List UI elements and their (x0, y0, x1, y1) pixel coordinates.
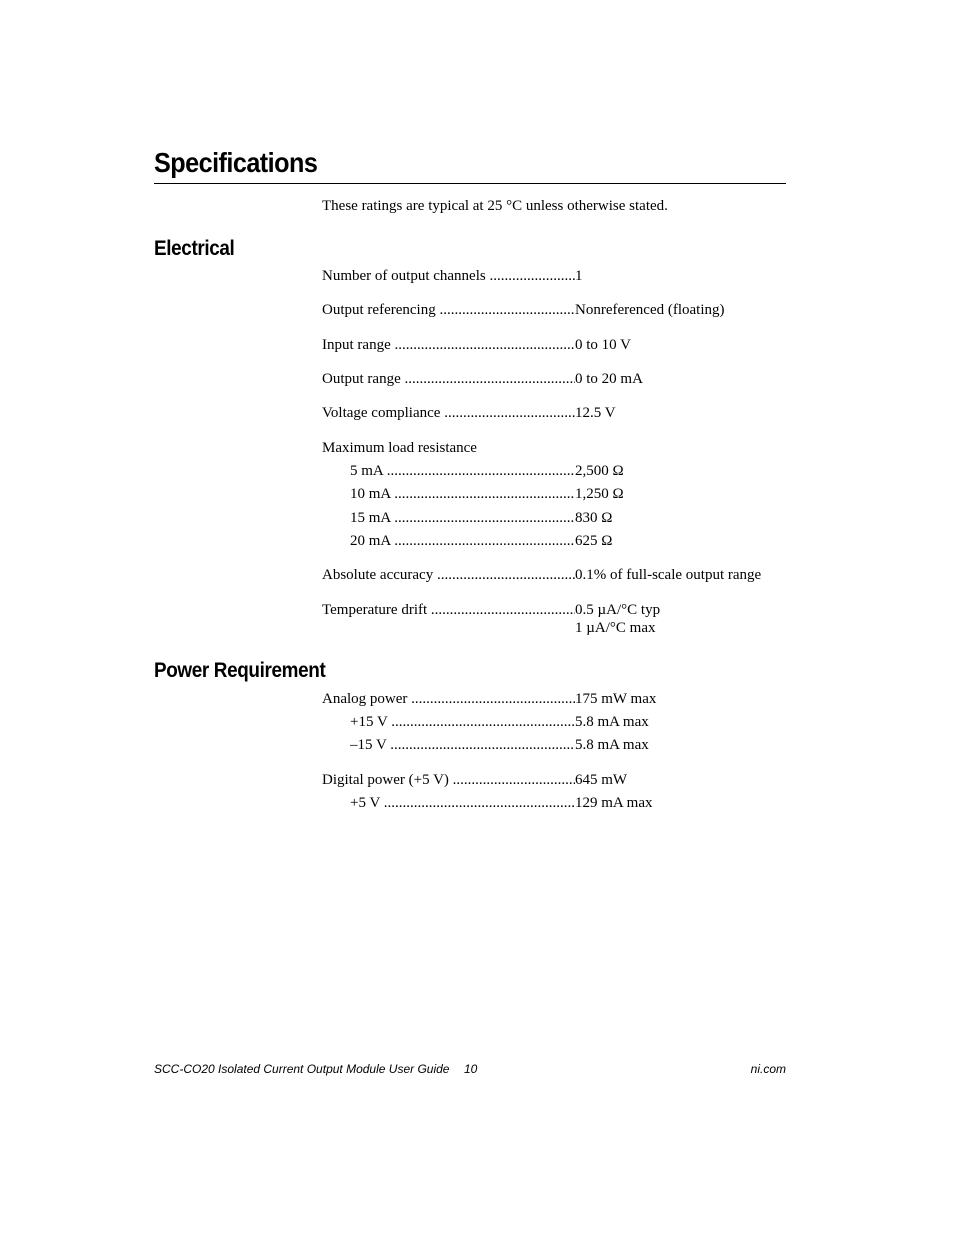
spec-value: 12.5 V (575, 405, 616, 421)
spec-temperature-drift (322, 601, 786, 636)
spec-load-10ma (350, 485, 786, 503)
spec-output-channels (322, 267, 786, 285)
spec-load-20ma (350, 532, 786, 550)
section-heading-power: Power Requirement (154, 659, 326, 682)
spec-value: 1 (575, 268, 583, 284)
footer-guide-title: SCC-CO20 Isolated Current Output Module User Guide (154, 1062, 450, 1076)
spec-label: Output range ..... (322, 370, 575, 388)
spec-analog-plus15v (350, 713, 786, 731)
spec-value: 129 mA max (575, 795, 653, 811)
spec-input-range (322, 336, 786, 354)
spec-label: Input range ..... (322, 336, 575, 354)
spec-digital-plus5v (350, 794, 786, 812)
spec-value-secondary: 1 µA/°C max (575, 620, 656, 636)
spec-value: 2,500 Ω (575, 463, 624, 479)
spec-label: 20 mA ..... (350, 532, 575, 550)
spec-label: Temperature drift ..... (322, 601, 575, 619)
spec-value: 1,250 Ω (575, 486, 624, 502)
spec-value: 830 Ω (575, 510, 613, 526)
spec-label: +5 V ..... (350, 794, 575, 812)
spec-label: +15 V ..... (350, 713, 575, 731)
spec-value: Nonreferenced (floating) (575, 302, 725, 318)
spec-label: 15 mA ..... (350, 509, 575, 527)
intro-text: These ratings are typical at 25 °C unless otherwise stated. (322, 198, 668, 214)
spec-output-referencing (322, 301, 786, 319)
spec-label: Voltage compliance ..... (322, 404, 575, 422)
spec-value: 0 to 10 V (575, 337, 631, 353)
section-heading-electrical: Electrical (154, 237, 235, 260)
spec-load-15ma (350, 509, 786, 527)
spec-label: Digital power (+5 V) ..... (322, 771, 575, 789)
page-title: Specifications (154, 147, 318, 178)
spec-value: 625 Ω (575, 533, 613, 549)
spec-value: 0.5 µA/°C typ (575, 602, 661, 618)
spec-label: 10 mA ..... (350, 485, 575, 503)
footer-page-number: 10 (464, 1062, 478, 1076)
spec-value: 0 to 20 mA (575, 371, 643, 387)
spec-absolute-accuracy (322, 566, 786, 584)
spec-label: Absolute accuracy ..... (322, 566, 575, 584)
spec-voltage-compliance (322, 404, 786, 422)
spec-value: 645 mW (575, 772, 628, 788)
spec-label: Number of output channels ..... (322, 267, 575, 285)
spec-value: 5.8 mA max (575, 714, 649, 730)
spec-label: –15 V ..... (350, 736, 575, 754)
title-divider (154, 183, 786, 184)
spec-label: Output referencing ..... (322, 301, 575, 319)
spec-analog-minus15v (350, 736, 786, 754)
spec-max-load-resistance-label: Maximum load resistance (322, 440, 477, 456)
footer-website: ni.com (750, 1062, 786, 1076)
spec-label: Analog power ..... (322, 690, 575, 708)
spec-output-range (322, 370, 786, 388)
spec-value: 175 mW max (575, 691, 657, 707)
spec-analog-power (322, 690, 786, 708)
spec-digital-power (322, 771, 786, 789)
spec-value: 5.8 mA max (575, 737, 649, 753)
spec-load-5ma (350, 462, 786, 480)
spec-label: 5 mA ..... (350, 462, 575, 480)
spec-value: 0.1% of full-scale output range (575, 567, 762, 583)
